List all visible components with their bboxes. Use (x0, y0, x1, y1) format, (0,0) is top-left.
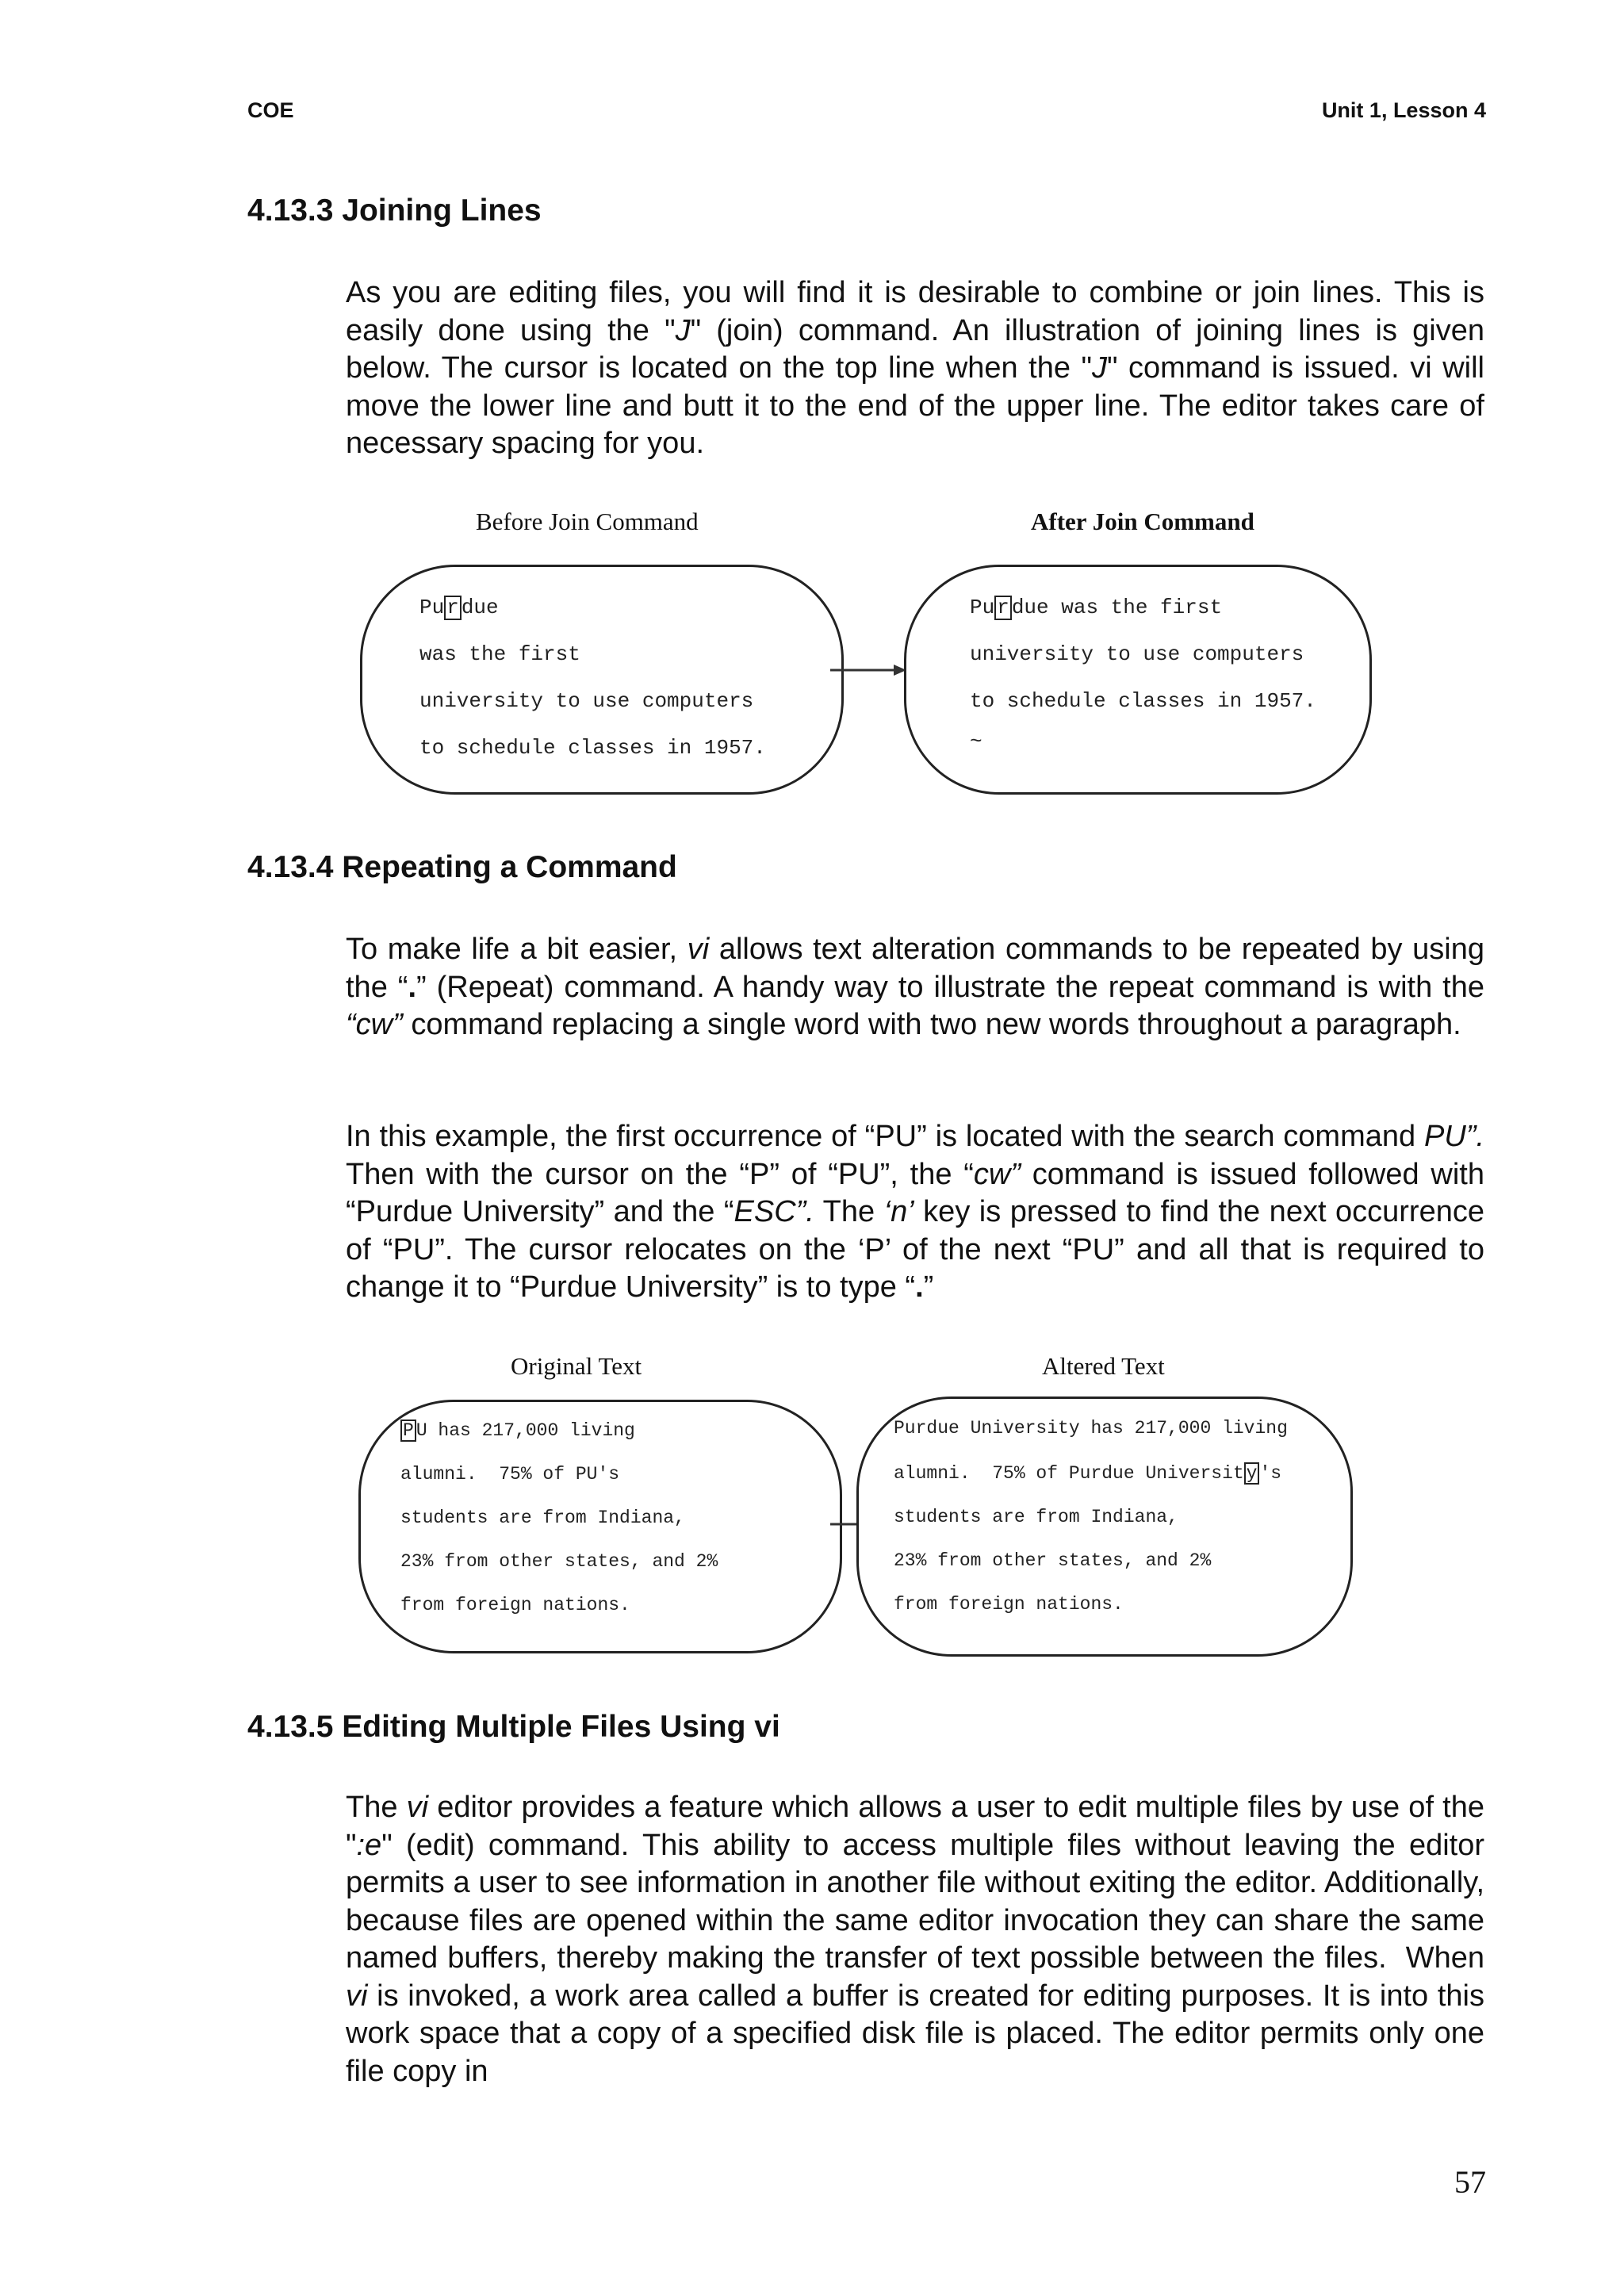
editor-line: university to use computers (419, 689, 754, 713)
header-course: COE (247, 98, 294, 122)
figure-join-command (349, 500, 1380, 809)
cursor-indicator: P (400, 1420, 416, 1442)
editor-line: alumni. 75% of PU's (400, 1464, 620, 1485)
editor-line: from foreign nations. (894, 1594, 1124, 1615)
figure-label-altered-text: Altered Text (1042, 1352, 1165, 1380)
arrow-right-icon (829, 658, 908, 682)
cursor-indicator: r (444, 596, 462, 620)
header-lesson: Unit 1, Lesson 4 (1321, 98, 1486, 122)
paragraph-joining-lines: As you are editing files, you will find it is desirable to combine or join lines. This is easily done using the "J" (join) command. An illustration of joining lines is given below. The cursor is located on the top line when the "J" command is issued. vi will move the lower line and butt it to the end of the upper line. The editor takes care of necessary spacing for you. (346, 276, 1485, 460)
editor-box-original-text (358, 1400, 842, 1653)
editor-line: alumni. 75% of Purdue Universit y 's (894, 1463, 1282, 1484)
paragraph-editing-multiple-files: The vi editor provides a feature which allows a user to edit multiple files by use of the ":e" (edit) command. This ability to access multiple files without leaving the editor permits a user to see information in another file without exiting the editor. Additionally, because files are opened within the same editor invocation they can share the same named buffers, thereby making the transfer of text possible between the files. When vi is invoked, a work area called a buffer is created for editing purposes. It is into this work space that a copy of a specified disk file is placed. The editor permits only one file copy in (346, 1791, 1484, 2088)
paragraph-repeating-command-2: In this example, the first occurrence of “PU” is located with the search command PU”. Then with the cursor on the “P” of “PU”, the “cw” command is issued followed with “Purdue University” and the “ESC”. The ‘n’ key is pressed to find the next occurrence of “PU”. The cursor relocates on the ‘P’ of the next “PU” and all that is required to change it to “Purdue University” is to type “.” (346, 1120, 1484, 1304)
section-heading-joining-lines: 4.13.3 Joining Lines (247, 193, 542, 228)
editor-line: students are from Indiana, (894, 1507, 1178, 1527)
editor-line: was the first (419, 642, 580, 666)
editor-box-altered-text (856, 1397, 1353, 1657)
editor-line: to schedule classes in 1957. (419, 736, 766, 760)
figure-label-original-text: Original Text (511, 1352, 642, 1380)
figure-label-after-join: After Join Command (1031, 508, 1254, 535)
section-heading-editing-multiple-files: 4.13.5 Editing Multiple Files Using vi (247, 1710, 780, 1744)
editor-line: 23% from other states, and 2% (400, 1551, 718, 1572)
cursor-indicator: y (1244, 1462, 1260, 1485)
editor-line: P U has 217,000 living (400, 1420, 635, 1442)
cursor-indicator: r (994, 596, 1012, 620)
section-heading-repeating-command: 4.13.4 Repeating a Command (247, 850, 677, 884)
editor-line: Pu r due was the first (970, 596, 1223, 619)
editor-line: from foreign nations. (400, 1595, 630, 1615)
page-number: 57 (1454, 2164, 1486, 2200)
editor-line: 23% from other states, and 2% (894, 1550, 1212, 1571)
figure-label-before-join: Before Join Command (476, 508, 699, 535)
editor-line: Purdue University has 217,000 living (894, 1418, 1288, 1439)
editor-line: to schedule classes in 1957. (970, 689, 1316, 713)
editor-line: university to use computers (970, 642, 1304, 666)
editor-line-tilde: ~ (970, 730, 982, 753)
editor-line: Pu r due (419, 596, 499, 619)
editor-box-after-join (904, 565, 1372, 795)
paragraph-repeating-command-1: To make life a bit easier, vi allows text alteration commands to be repeated by using the “.” (Repeat) command. A handy way to illustrate the repeat command is with the “cw” command replacing a single word with two new words throughout a paragraph. (346, 933, 1484, 1041)
editor-line: students are from Indiana, (400, 1508, 685, 1528)
figure-repeat-command (349, 1344, 1380, 1669)
editor-box-before-join (360, 565, 844, 795)
